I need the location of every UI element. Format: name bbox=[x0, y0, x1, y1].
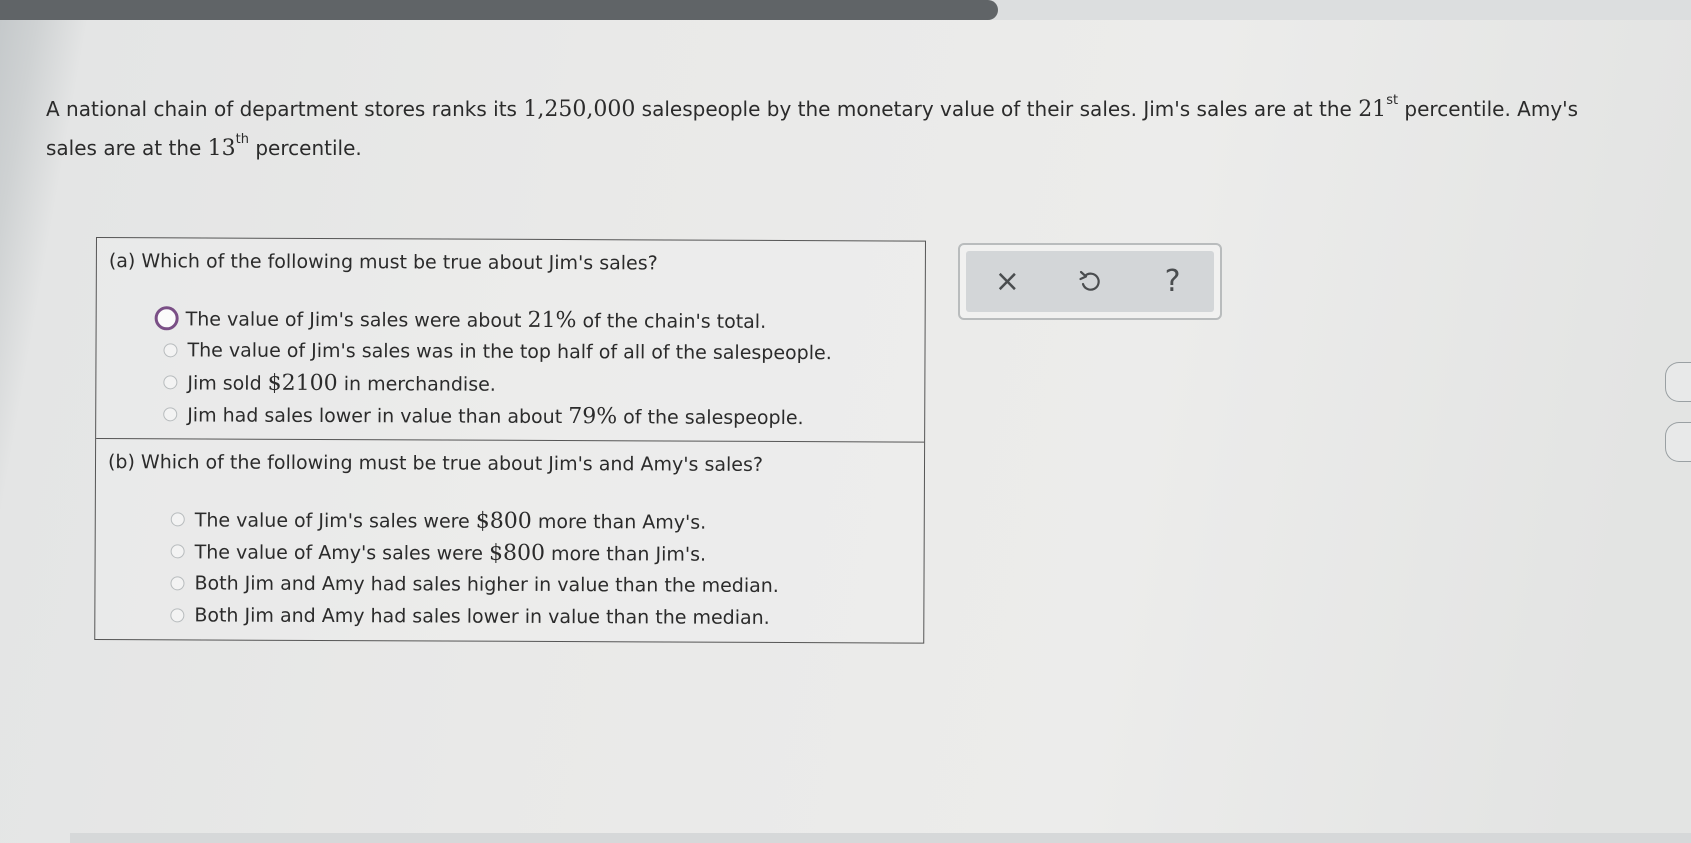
option-label: Jim sold $2100 in merchandise. bbox=[187, 370, 496, 396]
radio-button[interactable] bbox=[163, 375, 177, 389]
close-icon: × bbox=[994, 264, 1020, 299]
part-a-prompt: (a) Which of the following must be true about Jim's sales? bbox=[108, 250, 658, 275]
toolbar-inner bbox=[966, 251, 1214, 312]
option-a-2[interactable] bbox=[163, 334, 912, 369]
calculator-icon[interactable] bbox=[1665, 362, 1691, 402]
option-label: The value of Jim's sales were about 21% of the chain's total. bbox=[185, 307, 767, 333]
part-a bbox=[96, 238, 925, 442]
option-b-1[interactable] bbox=[171, 503, 912, 538]
part-b-prompt: (b) Which of the following must be true about Jim's and Amy's sales? bbox=[107, 451, 764, 476]
option-b-4[interactable] bbox=[170, 599, 911, 634]
jim-percentile: 21 bbox=[1358, 97, 1387, 122]
part-b-options bbox=[107, 503, 912, 635]
progress-bar bbox=[0, 0, 1691, 20]
undo-icon bbox=[1078, 269, 1102, 295]
option-label: Both Jim and Amy had sales lower in value than the median. bbox=[194, 604, 770, 629]
option-b-3[interactable] bbox=[170, 567, 911, 602]
option-label: Jim had sales lower in value than about 79% of the salespeople. bbox=[187, 403, 804, 429]
option-a-1[interactable] bbox=[164, 302, 913, 337]
radio-button[interactable] bbox=[170, 576, 184, 590]
option-b-2[interactable] bbox=[171, 535, 912, 570]
option-label: The value of Jim's sales were $800 more than Amy's. bbox=[194, 508, 707, 534]
option-label: The value of Amy's sales were $800 more than Jim's. bbox=[194, 540, 707, 566]
clear-button[interactable] bbox=[982, 257, 1032, 307]
help-icon: ? bbox=[1164, 264, 1181, 299]
bottom-strip bbox=[70, 833, 1691, 843]
question-text: A national chain of department stores ranks its 1,250,000 salespeople by the monetary value of their sales. Jim's sales are at the 21st percentile. Amy's sales are at the 13th percentile. bbox=[46, 93, 1579, 161]
amy-percentile: 13 bbox=[207, 136, 236, 161]
option-label: The value of Jim's sales was in the top half of all of the salespeople. bbox=[187, 339, 832, 365]
undo-button[interactable] bbox=[1065, 257, 1115, 307]
part-a-options bbox=[108, 302, 913, 434]
part-b bbox=[95, 438, 924, 643]
radio-button[interactable] bbox=[163, 407, 177, 421]
progress-bar-fill bbox=[0, 0, 998, 20]
radio-button[interactable] bbox=[155, 306, 179, 330]
answer-toolbar bbox=[958, 243, 1222, 320]
option-a-4[interactable] bbox=[163, 398, 912, 433]
radio-button[interactable] bbox=[170, 608, 184, 622]
answer-box bbox=[94, 237, 926, 644]
option-a-3[interactable] bbox=[163, 366, 912, 401]
help-button[interactable] bbox=[1148, 257, 1198, 307]
radio-button[interactable] bbox=[171, 512, 185, 526]
radio-button[interactable] bbox=[171, 544, 185, 558]
salespeople-count: 1,250,000 bbox=[523, 97, 636, 122]
option-label: Both Jim and Amy had sales higher in value than the median. bbox=[194, 572, 779, 597]
radio-button[interactable] bbox=[163, 343, 177, 357]
mail-icon[interactable] bbox=[1665, 422, 1691, 462]
